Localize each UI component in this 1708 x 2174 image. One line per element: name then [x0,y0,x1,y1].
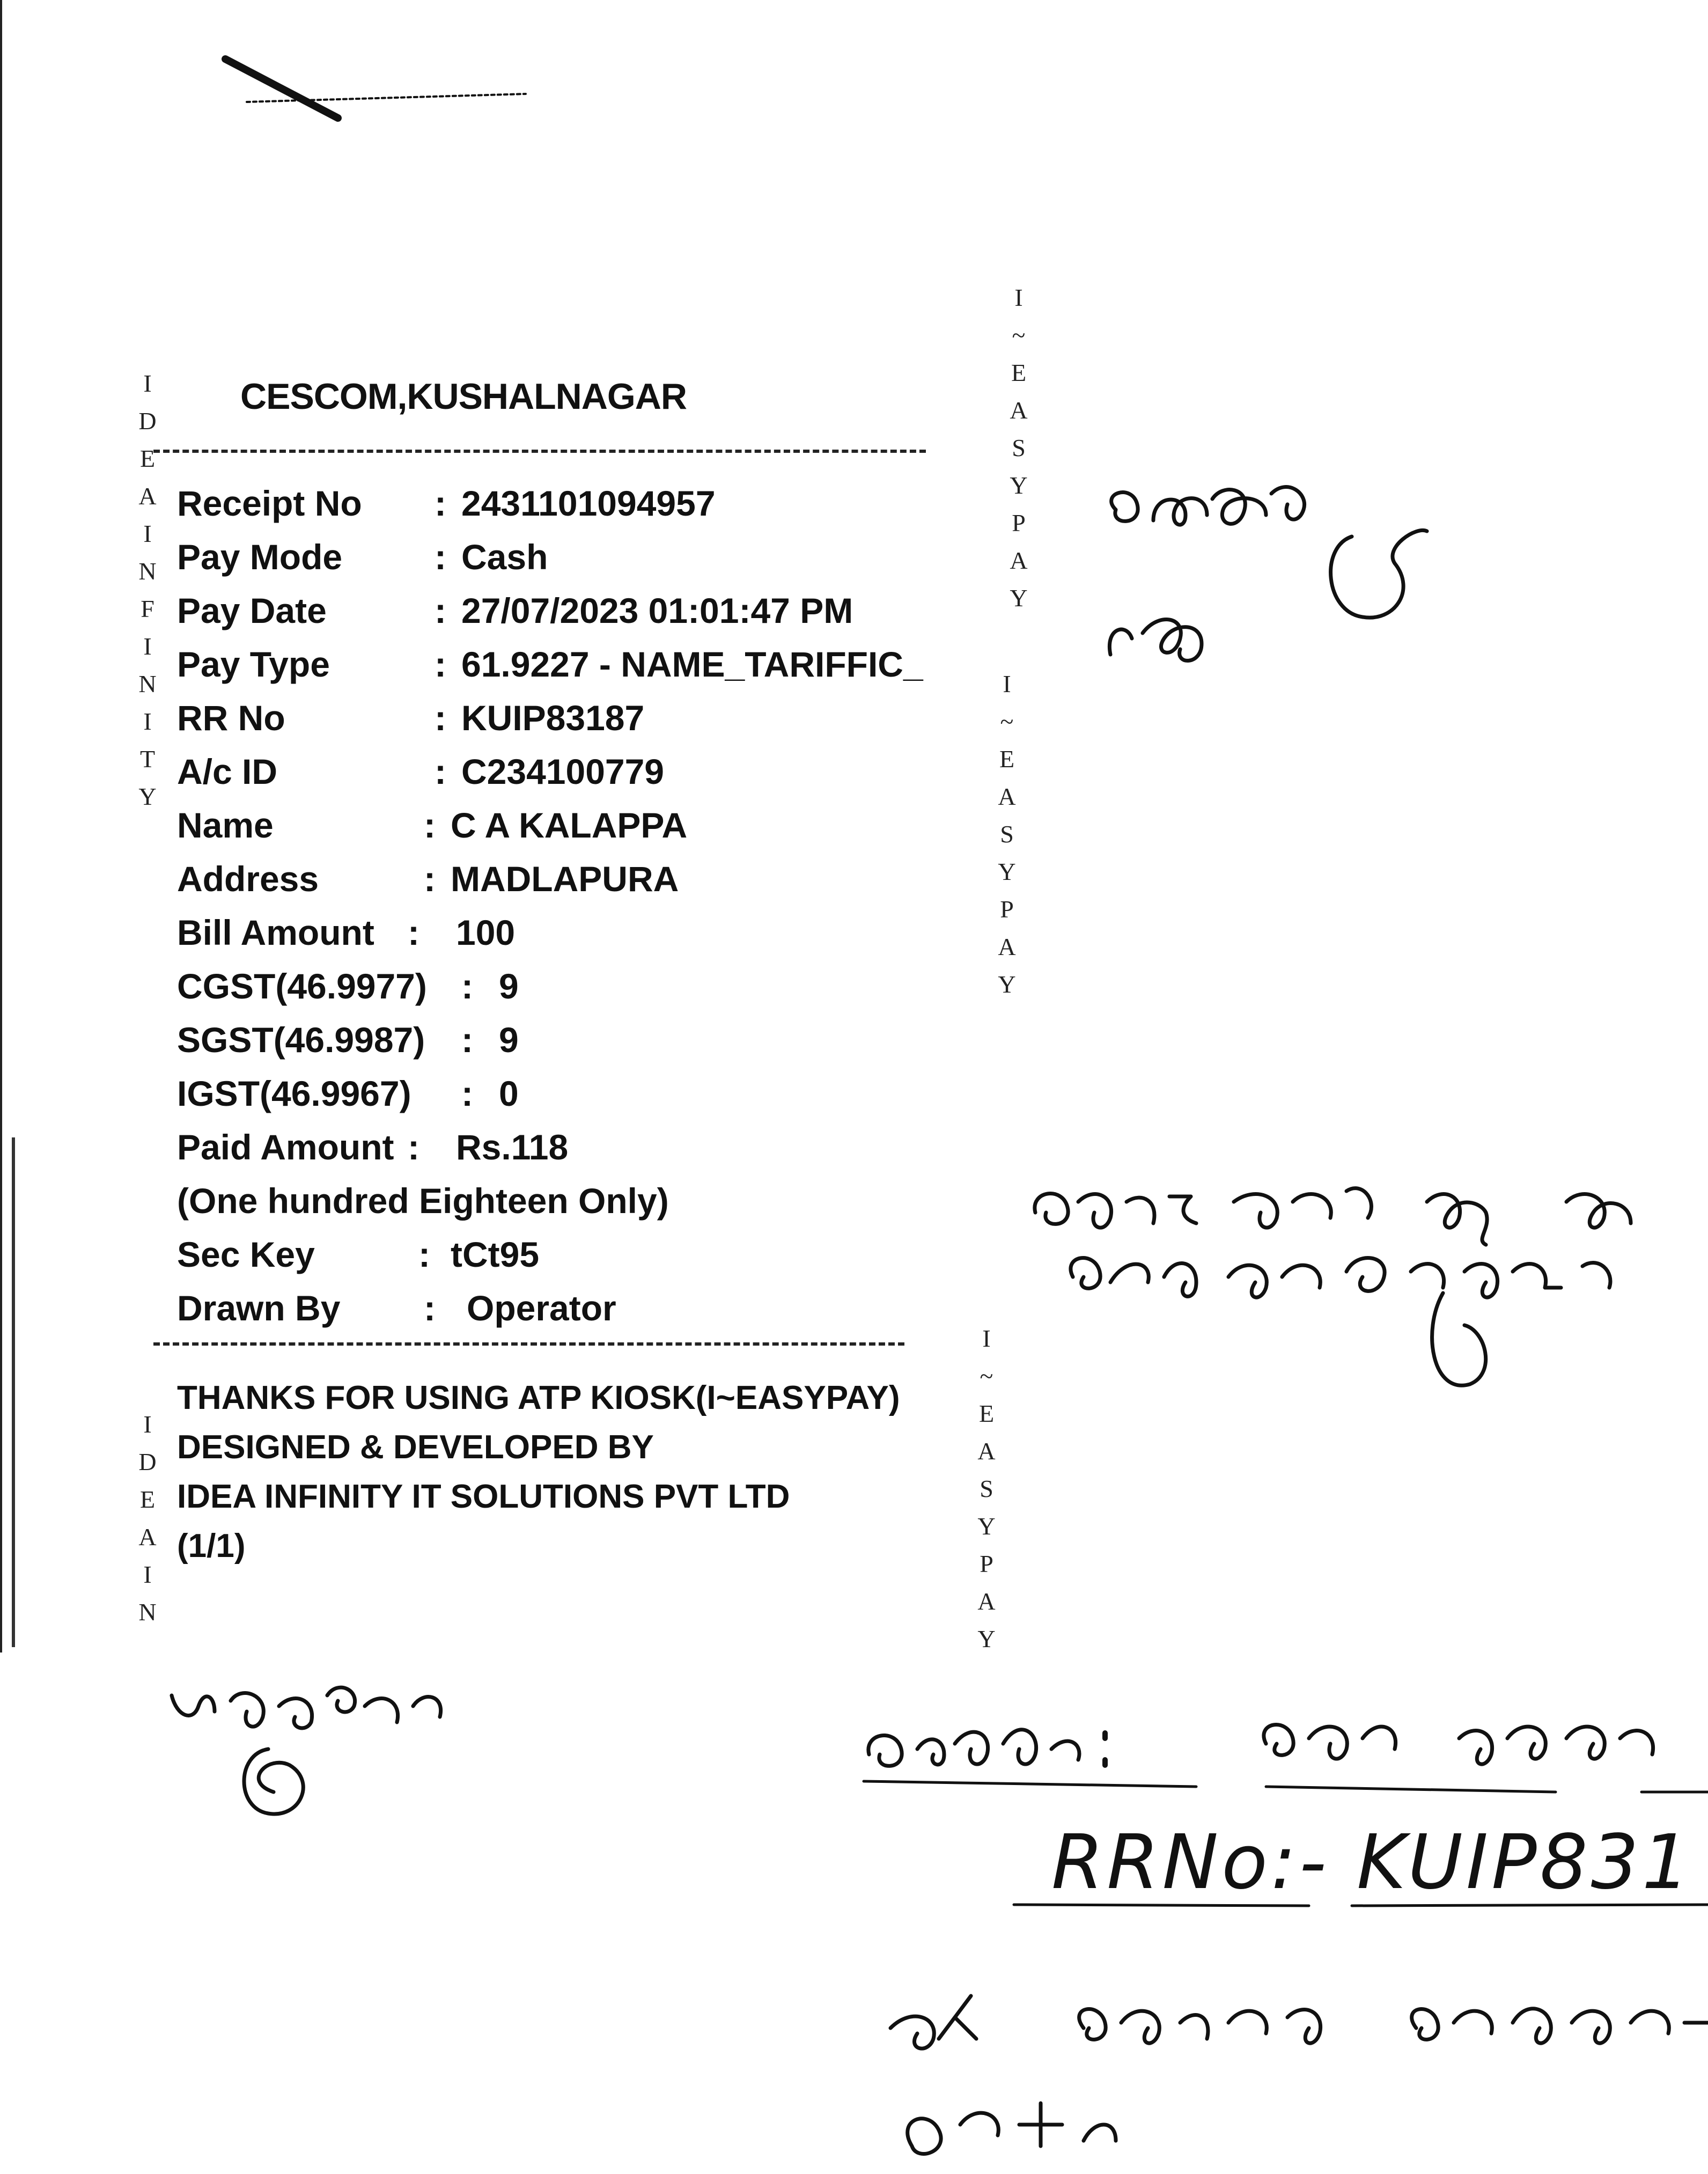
field-value: 9 [499,1020,519,1060]
field-label: Drawn By [177,1288,341,1328]
scan-page-edge-lower [12,1137,20,1647]
field-label: Pay Mode [177,537,343,577]
side-mark-right-3: I ~ E A S Y P A Y [977,1325,996,1652]
field-value: C A KALAPPA [451,805,688,845]
field-value: Operator [467,1288,616,1328]
footer-line: DESIGNED & DEVELOPED BY [177,1429,654,1466]
side-mark-right-2: I ~ E A S Y P A Y [998,670,1016,998]
handwritten-underline [1008,1894,1708,1915]
field-value: tCt95 [451,1235,540,1274]
field-label: Pay Type [177,644,330,684]
field-label: IGST(46.9967) [177,1074,411,1113]
footer-line: (1/1) [177,1527,246,1565]
field-label: SGST(46.9987) [177,1020,425,1060]
field-bill-amount: Bill Amount : 100 [177,913,516,952]
field-label: Pay Date [177,591,327,630]
field-pay-mode: Pay Mode : Cash [177,537,548,577]
handwritten-note-footer [880,1964,1708,2174]
field-pay-type: Pay Type : 61.9227 - NAME_TARIFFIC_ [177,644,923,684]
field-receipt-no: Receipt No : 2431101094957 [177,483,716,523]
top-pen-mark [215,43,558,150]
field-label: Paid Amount [177,1127,394,1167]
field-value: Cash [461,537,548,577]
field-label: Receipt No [177,483,362,523]
scan-page-edge [0,0,10,1652]
field-value: Rs.118 [456,1127,569,1167]
handwritten-note-signature-top [1094,461,1470,708]
footer-line: IDEA INFINITY IT SOLUTIONS PVT LTD [177,1478,790,1515]
field-value: 9 [499,966,519,1006]
field-label: RR No [177,698,285,738]
field-value: MADLAPURA [451,859,679,899]
field-igst: IGST(46.9967) : 0 [177,1074,519,1113]
side-mark-left-1: I D E A I N F I N I T Y [138,370,157,810]
receipt-header: CESCOM,KUSHALNAGAR [240,376,687,417]
field-label: Sec Key [177,1235,315,1274]
field-label: Bill Amount [177,913,374,952]
field-rr-no: RR No : KUIP83187 [177,698,645,738]
handwritten-rr-number: RRNo:- KUIP831 [1051,1819,1693,1906]
side-mark-left-2: I D E A I N [138,1411,157,1626]
footer-line: THANKS FOR USING ATP KIOSK(I~EASYPAY) [177,1379,900,1416]
field-pay-date: Pay Date : 27/07/2023 01:01:47 PM [177,591,853,630]
handwritten-note-middle [1025,1170,1706,1427]
field-cgst: CGST(46.9977) : 9 [177,966,519,1006]
handwritten-note-bottom-left [161,1674,483,1878]
side-mark-right-1: I ~ E A S Y P A Y [1010,284,1028,612]
divider-bottom [153,1342,904,1346]
receipt-fields [177,483,923,1341]
field-label: A/c ID [177,752,278,791]
field-ac-id: A/c ID : C234100779 [177,752,665,791]
field-name: Name : C A KALAPPA [177,805,688,845]
field-value: 61.9227 - NAME_TARIFFIC_ [461,644,923,684]
field-sgst: SGST(46.9987) : 9 [177,1020,519,1060]
field-label: CGST(46.9977) [177,966,427,1006]
divider-top [153,450,926,453]
field-drawn-by: Drawn By : Operator [177,1288,616,1328]
field-value: KUIP83187 [461,698,645,738]
field-value: 100 [456,913,516,952]
field-value: 2431101094957 [461,483,716,523]
field-label: Name [177,805,274,845]
field-value: 27/07/2023 01:01:47 PM [461,591,853,630]
receipt-footer [177,1374,900,1571]
field-sec-key: Sec Key : tCt95 [177,1235,540,1274]
field-value: C234100779 [461,752,665,791]
field-label: Address [177,859,319,899]
field-paid-amount: Paid Amount : Rs.118 [177,1127,569,1167]
field-value: 0 [499,1074,519,1113]
field-address: Address : MADLAPURA [177,859,679,899]
amount-in-words: (One hundred Eighteen Only) [177,1181,669,1221]
